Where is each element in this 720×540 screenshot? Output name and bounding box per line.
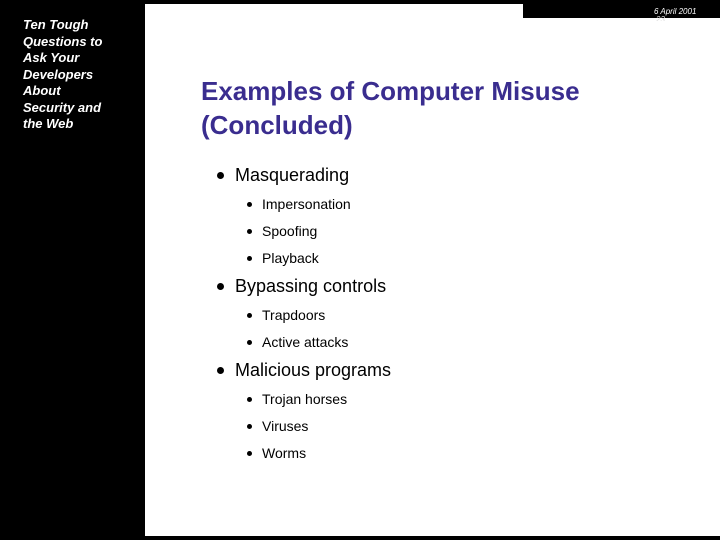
sidebar-title (23, 17, 138, 133)
page-number: 23 (656, 16, 665, 21)
bullet-item-masquerading: Masquerading (235, 165, 350, 185)
bullet-dot-small (247, 451, 252, 456)
subitem-playback: Playback (262, 250, 319, 266)
sidebar-title-line: Developers (23, 66, 94, 82)
bullet-dot-small (247, 313, 252, 318)
sidebar-title-line: Questions to (23, 33, 103, 49)
subitem-trapdoors: Trapdoors (262, 307, 326, 323)
subitem-worms: Worms (262, 445, 307, 461)
bullet-dot-small (247, 397, 252, 402)
bullet-item-malicious-programs: Malicious programs (235, 360, 392, 380)
bullet-dot (217, 367, 224, 374)
bullet-dot-small (247, 256, 252, 261)
subitem-spoofing: Spoofing (262, 223, 318, 239)
page-title (201, 74, 651, 142)
subitem-viruses: Viruses (262, 418, 309, 434)
bullet-dot-small (247, 202, 252, 207)
slide-date: 6 April 2001 (654, 7, 697, 16)
sidebar-title-line: Ask Your (23, 50, 80, 65)
bullet-dot (217, 172, 224, 179)
page-title-line: Examples of Computer Misuse (201, 76, 580, 106)
bullet-dot (217, 283, 224, 290)
bullet-dot-small (247, 424, 252, 429)
sidebar-title-line: About (23, 83, 61, 98)
subitem-impersonation: Impersonation (262, 196, 351, 212)
subitem-trojan-horses: Trojan horses (262, 391, 348, 407)
sidebar-title-line: Ten Tough (23, 17, 89, 32)
bullet-dot-small (247, 340, 252, 345)
subitem-active-attacks: Active attacks (262, 334, 349, 350)
sidebar-title-line: Security and (23, 99, 102, 115)
bullet-item-bypassing-controls: Bypassing controls (235, 276, 387, 296)
sidebar-title-line: the Web (23, 116, 74, 131)
page-title-line: (Concluded) (201, 110, 353, 140)
bullet-dot-small (247, 229, 252, 234)
